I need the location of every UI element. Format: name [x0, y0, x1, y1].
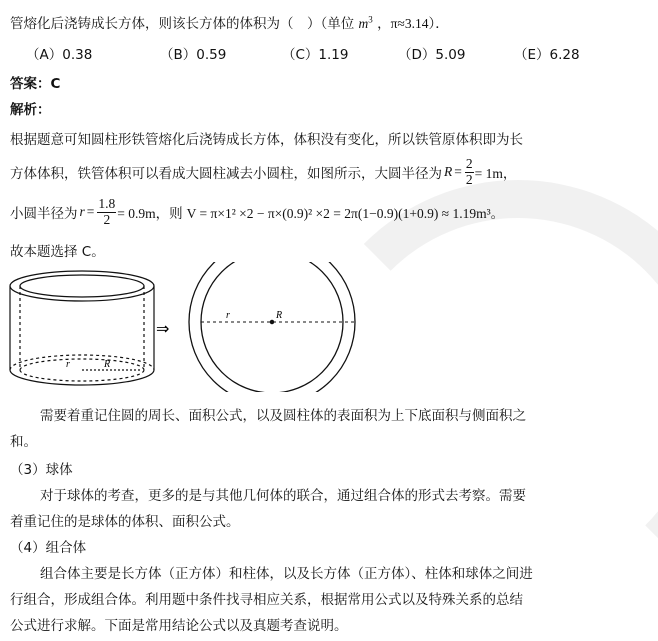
option-c: （C）1.19 — [282, 47, 349, 63]
volume-formula: V = π×1² ×2 − π×(0.9)² ×2 = 2π(1−0.9)(1+0.9) ≈ 1.19m³。 — [186, 206, 505, 221]
analysis-label: 解析： — [10, 102, 51, 118]
big-radius-result: = 1m， — [474, 166, 517, 181]
cylinder-r-label: r — [66, 359, 70, 370]
section-3-title: （3）球体 — [10, 462, 73, 478]
stem-text: 管熔化后浇铸成长方体，则该长方体的体积为（ ）（单位 — [10, 16, 355, 32]
analysis-line-2 — [10, 154, 516, 190]
analysis-line-1: 根据题意可知圆柱形铁管熔化后浇铸成长方体，体积没有变化，所以铁管原体积即为长 — [10, 132, 523, 148]
ring-R-label: R — [276, 310, 283, 321]
ring-r-label: r — [226, 310, 230, 321]
section-3-line-2: 着重记住的是球体的体积、面积公式。 — [10, 514, 240, 530]
note1-line-1: 需要着重记住圆的周长、面积公式，以及圆柱体的表面积为上下底面积与侧面积之 — [40, 408, 526, 424]
section-4-line-1: 组合体主要是长方体（正方体）和柱体，以及长方体（正方体）、柱体和球体之间进 — [40, 566, 533, 582]
arrow-icon: ⇒ — [156, 319, 170, 338]
section-4-line-2: 行组合，形成组合体。利用题中条件找寻相应关系，根据常用公式以及特殊关系的总结 — [10, 592, 523, 608]
watermark-arc — [300, 180, 658, 616]
answer-label: 答案： — [10, 76, 51, 92]
cylinder-diagram — [10, 271, 154, 385]
section-3-line-1: 对于球体的考查，更多的是与其他几何体的联合，通过组合体的形式去考察。需要 — [40, 488, 526, 504]
big-radius-eq: = — [454, 164, 462, 179]
small-radius-result: = 0.9m，则 — [117, 206, 183, 221]
option-a: （A）0.38 — [26, 47, 93, 63]
option-d: （D）5.09 — [398, 47, 466, 63]
analysis-line-3: 小圆半径为 r = $\frac{1.8}{2}$ = 0.9m，则 V = π×1² ×2 − π×(0.9)² ×2 = 2π(1−0.9)(1+0.9) ≈ 1.19m³。 — [10, 196, 505, 227]
note1-line-2: 和。 — [10, 434, 37, 450]
small-radius-var: r — [79, 204, 85, 219]
big-radius-den: 2 — [465, 171, 473, 187]
option-b: （B）0.59 — [160, 47, 227, 63]
small-radius-num: 1.8 — [98, 196, 116, 212]
cylinder-R-label: R — [104, 359, 111, 370]
question-stem: 管熔化后浇铸成长方体，则该长方体的体积为（ ）（单位 $m^3$ ，π≈3.14）． — [10, 14, 449, 32]
big-radius-var: R — [444, 164, 453, 179]
section-4-title: （4）组合体 — [10, 540, 87, 556]
answer-value: C — [50, 76, 61, 92]
small-radius-den: 2 — [103, 211, 111, 227]
analysis-line-2-text: 方体体积，铁管体积可以看成大圆柱减去小圆柱，如图所示，大圆半径为 — [10, 166, 442, 182]
section-4-line-3: 公式进行求解。下面是常用结论公式以及真题考查说明。 — [10, 618, 348, 634]
conclusion: 故本题选择 C。 — [10, 244, 105, 260]
stem-unit: m — [358, 16, 369, 31]
big-radius-fraction — [465, 157, 474, 186]
analysis-line-3-text: 小圆半径为 — [10, 206, 78, 222]
tube-figure — [0, 262, 658, 392]
stem-pi: ，π≈3.14）． — [377, 16, 449, 31]
small-radius-fraction — [97, 197, 116, 226]
big-radius-num: 2 — [465, 156, 473, 172]
ring-diagram — [189, 262, 355, 392]
answer-line — [10, 72, 60, 92]
option-e: （E）6.28 — [514, 47, 580, 63]
